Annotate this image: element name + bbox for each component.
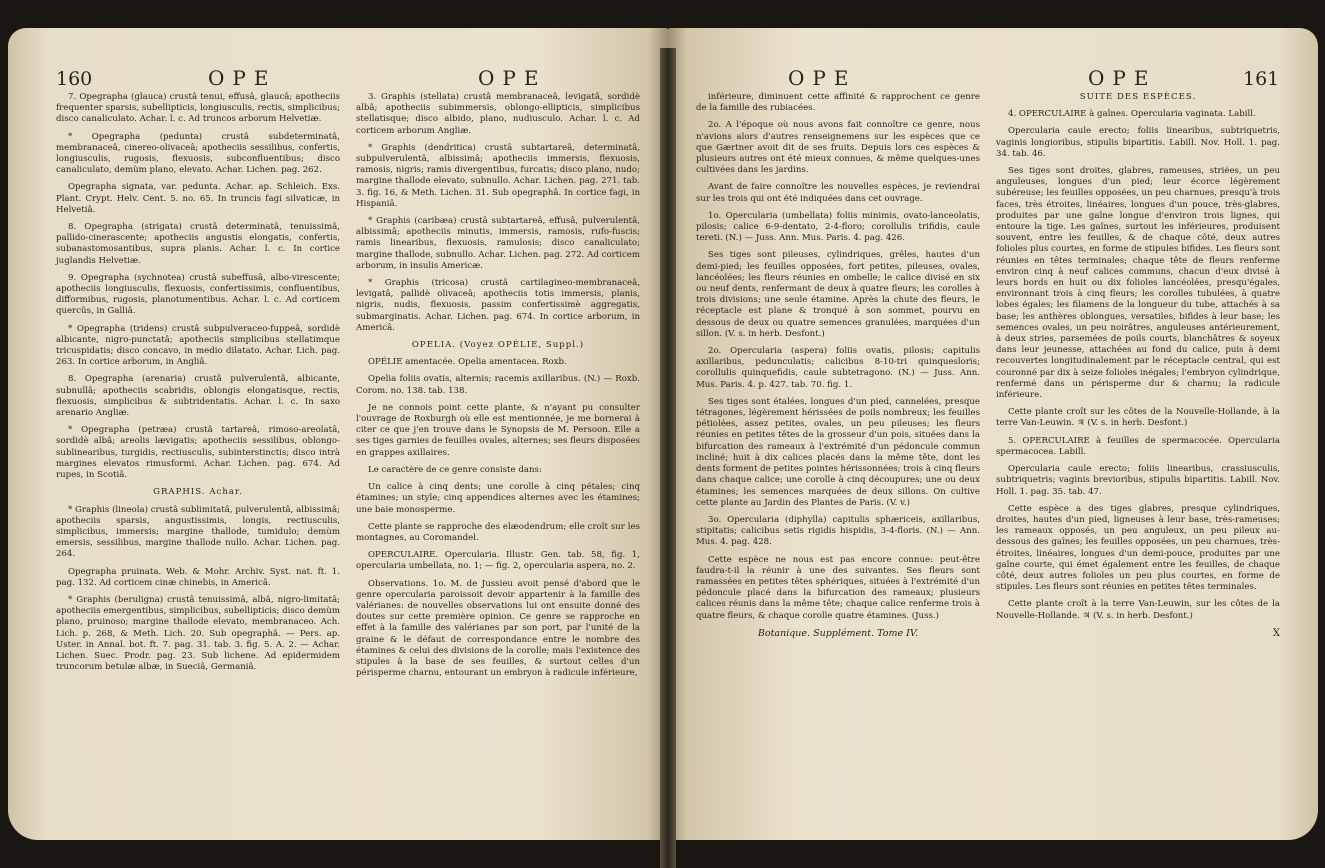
running-head-left-2: OPE — [478, 66, 547, 90]
paragraph: Cette plante se rapproche des elæodendrum; elle croît sur les montagnes, au Coromandel. — [356, 521, 640, 543]
paragraph: * Graphis (caribæa) crustâ subtartareâ, effusâ, pulverulentâ, albissimâ; apotheciis minutis, immersis, ramosis, rufo-fuscis; ramis linearibus, flexuosis, ramulosis; disco canaliculato; margine thallode, subnullo. Achar. Lichen. pag. 272. Ad corticem arborum, in insulis Americæ. — [356, 216, 640, 271]
right-column-2 — [996, 92, 1280, 639]
paragraph: 2o. A l'époque où nous avons fait connoître ce genre, nous n'avions alors d'autres renseignemens sur les espèces que ce que Gærtner avoit dit de ses fruits. Depuis lors ces espèces & plusieurs autres ont été mieux connues, & même quelques-unes cultivées dans les jardins. — [696, 120, 980, 176]
paragraph: OPELIA. (Voyez OPÉLIE, Suppl.) — [411, 340, 585, 351]
left-column-2 — [356, 92, 640, 685]
paragraph: GRAPHIS. Achar. — [153, 487, 243, 498]
paragraph: Opegrapha pruinata. Web. & Mohr. Archiv. Syst. nat. ft. 1. pag. 132. Ad corticem cinæ chinebis, in Americâ. — [56, 566, 340, 588]
left-column-1 — [56, 92, 340, 685]
paragraph: Opelia foliis ovatis, alternis; racemis axillaribus. (N.) — Roxb. Corom. no. 138. tab. 138. — [356, 374, 640, 396]
paragraph: 4. OPERCULAIRE à gaînes. Opercularia vaginata. Labill. — [1008, 109, 1256, 120]
paragraph: Je ne connois point cette plante, & n'ayant pu consulter l'ouvrage de Roxburgh où elle est mentionnée, je me bornerai à citer ce que j'en trouve dans le Synopsis de M. Persoon. Elle a ses tiges garnies de feuilles ovales, alternes; ses fleurs disposées en grappes axillaires. — [356, 402, 641, 458]
paragraph: * Opegrapha (petræa) crustâ tartareâ, rimoso-areolatâ, sordidè albâ; areolis lævigatis; apotheciis sessilibus, oblongo-sublinearibus, turgidis, rectiusculis, subinterstinctis; disco intrà margines elevatos rimusformi. Achar. Lichen. pag. 674. Ad rupes, in Scotiâ. — [56, 425, 340, 481]
paragraph: Un calice à cinq dents; une corolle à cinq pétales; cinq étamines; un style; cinq appendices alternes avec les étamines; une baie monosperme. — [356, 482, 640, 515]
paragraph: Ses tiges sont droites, glabres, rameuses, striées, un peu anguleuses, longues d'un pied; leur écorce légèrement subéreuse; les feuilles opposées, un peu charnues, presqu'à trois faces, très étroites, linéaires, longues d'un pouce, très-glabres, produites par une gaîne longue d'environ trois lignes, qui entoure la tige. Les gaînes, surtout les inférieures, produisent souvent, entre les feuilles, & de chaque côté, deux autres folioles plus courtes, en forme de stipules bifides. Les fleurs sont réunies en têtes terminales; chaque tête de fleurs renferme environ cinq à neuf calices communs, chacun d'eux divisé à leurs bords en huit ou dix folioles lancéolées, presqu'égales, environnant trois à cinq fleurs; les corolles tubulées, à quatre lobes égales; les filamens de la longueur du tube, attachés à sa base; les anthères oblongues, versatiles, bifides à leur base; les semences ovales, un peu noirâtres, anguleuses antérieurement, à deux stries, parsemées de poils courts, blanchâtres & soyeux dans leur jeunesse, attachées au fond du calice, puis à demi recouvertes longitudinalement par le réceptacle central, qui est couronné par dix à seize folioles inégales; l'embryon cylindrique, renfermé dans un périsperme dur & charnu; la radicule inférieure. — [996, 166, 1280, 401]
left-columns — [56, 92, 640, 685]
paragraph: * Graphis (lineola) crustâ sublimitatâ, pulverulentâ, albissimâ; apotheciis sparsis, angustissimis, longis, rectiusculis, simplicibus, immersis; margine thallode, tumidulo; demùm emersis, sessilibus, margine thallode nullo. Achar. Lichen. pag. 264. — [56, 504, 340, 560]
paragraph: OPÉLIE amentacée. Opelia amentacea. Roxb. — [368, 357, 567, 368]
paragraph: Le caractère de ce genre consiste dans: — [368, 464, 542, 475]
paragraph: Ses tiges sont étalées, longues d'un pied, cannelées, presque tétragones, légèrement hérissées de poils nombreux; les feuilles pétiolées, assez petites, ovales, un peu pileuses; les fleurs réunies en petites têtes de la grosseur d'un pois, situées dans la bifurcation des rameaux à l'extrémité d'un pédoncule commun incliné; huit à dix calices placés dans la même tête, dont les dents forment de petites pointes hérissonnées; trois à cinq fleurs dans chaque calice; une corolle à cinq découpures; une ou deux étamines; les semences marquées de deux sillons. On cultive cette plante au Jardin des Plantes de Paris. (V. v.) — [696, 396, 980, 508]
paragraph: * Opegrapha (pedunta) crustâ subdeterminatâ, membranaceâ, cinereo-olivaceâ; apotheciis sessilibus, confertis, longiusculis, rugosis, flexuosis, subconfluentibus; disco canaliculato, demùm plano, elevato. Achar. Lichen. pag. 262. — [56, 131, 340, 176]
paragraph: Cette espèce ne nous est pas encore connue: peut-être faudra-t-il la réunir à une des suivantes. Ses fleurs sont ramassées en petites têtes sphériques, situées à l'extrémité d'un pédoncule placé dans la bifurcation des rameaux; plusieurs calices réunis dans la même tête; chaque calice renferme trois à quatre fleurs, & chaque corolle quatre étamines. (Juss.) — [696, 554, 980, 621]
paragraph: 7. Opegrapha (glauca) crustâ tenui, effusâ, glaucâ; apotheciis frequenter sparsis, subellipticis, longiusculis, rectis, simplicibus; disco canaliculato. Achar. l. c. Ad truncos arborum Helvetiæ. — [56, 92, 340, 125]
paragraph: Cette espèce a des tiges glabres, presque cylindriques, droites, hautes d'un pied, ligneuses à leur base, très-rameuses; les rameaux opposés, un peu anguleux, un peu pileux au-dessous des gaînes; les feuilles opposées, un peu charnues, très-étroites, linéaires, longues d'un demi-pouce, produites par une gaîne courte, qui émet également entre les feuilles, de chaque côté, deux autres folioles un peu plus courtes, en forme de stipules. Les fleurs sont réunies en petites têtes terminales. — [996, 503, 1280, 593]
paragraph: Opercularia caule erecto; foliis linearibus, crassiusculis, subtriquetris; vaginis brevioribus, stipulis bipartitis. Labill. Nov. Holl. 1. pag. 35. tab. 47. — [996, 464, 1280, 497]
paragraph: 9. Opegrapha (sychnotea) crustâ subeffusâ, albo-virescente; apotheciis longiusculis, flexuosis, confertissimis, confluentibus, difformibus, rugosis, planotumentibus. Achar. l. c. Ad corticem quercûs, in Galliâ. — [56, 272, 340, 317]
paragraph: Ses tiges sont pileuses, cylindriques, grêles, hautes d'un demi-pied; les feuilles opposées, fort petites, pileuses, ovales, lancéolées; les fleurs réunies en ombelle; le calice divisé en six ou neuf dents, renfermant de deux à quatre fleurs; les corolles à trois divisions; une seule étamine. Après la chute des fleurs, le réceptacle est plane & tronqué à son sommet, pourvu en dessous de deux ou quatre semences granulées, marquées d'un sillon. (V. s. in herb. Desfont.) — [696, 250, 980, 339]
paragraph: inférieure, diminuent cette affinité & rapprochent ce genre de la famille des rubiacées. — [696, 92, 980, 114]
paragraph: Opegrapha signata, var. pedunta. Achar. ap. Schleich. Exs. Plant. Crypt. Helv. Cent. 5. no. 65. In truncis fagi silvaticæ, in Helvetiâ. — [56, 182, 340, 215]
running-head-right-1: OPE — [788, 66, 857, 90]
paragraph: * Opegrapha (tridens) crustâ subpulveraceo-fuppeâ, sordidè albicante, nigro-punctatâ; apotheciis simplicibus stellatimque tricuspidatis; disco concavo, in medio dilatato. Achar. Lich. pag. 263. In cortice arborum, in Angliâ. — [56, 323, 340, 368]
right-column-1 — [696, 92, 980, 639]
right-page — [668, 28, 1318, 840]
running-head-right-2: OPE — [1088, 66, 1157, 90]
paragraph: * Graphis (tricosa) crustâ cartilagineo-membranaceâ, levigatâ, pallidè olivaceâ; apotheciis totis immersis, planis, nigris, nudis, flexuosis, passim confertissimè aggregatis, submarginatis. Achar. Lichen. pag. 674. In cortice arborum, in Americâ. — [356, 278, 640, 333]
page-footer: Botanique. Supplément. Tome IV. — [757, 627, 919, 639]
open-book — [8, 28, 1318, 840]
paragraph: 5. OPERCULAIRE à feuilles de spermacocée. Opercularia spermacocea. Labill. — [996, 435, 1280, 457]
paragraph: Observations. 1o. M. de Jussieu avoit pensé d'abord que le genre opercularia paroissoit devoir appartenir à la famille des valérianes: de nouvelles observations lui ont ensuite donné des doutes sur cette première opinion. Ce genre se rapproche en effet à la famille des valérianes par son port, par l'unité de la graine & le défaut de correspondance entre le nombre des étamines & celui des divisions de la corolle; mais l'existence des stipules à la base de ses feuilles, & surtout celles d'un périsperme charnu, entourant un embryon à radicule inférieure, — [356, 578, 640, 679]
right-columns — [696, 92, 1280, 639]
paragraph: * Graphis (beruligna) crustâ tenuissimâ, albâ, nigro-limitatâ; apotheciis emergentibus, simplicibus, subellipticis; disco demùm plano, pruinoso; margine thallode elevato, membranaceo. Ach. Lich. p. 268, & Meth. Lich. 20. Sub opegraphâ. — Pers. ap. Uster. in Annal. bot. ft. 7. pag. 31. tab. 3. fig. 5. A. 2. — Achar. Lichen. Suec. Prodr. pag. 23. Sub lichene. Ad epidermidem truncorum betulæ albæ, in Sueciâ, Germaniâ. — [56, 594, 340, 673]
paragraph: 3o. Opercularia (diphylla) capitulis sphæriceis, axillaribus, stipitatis; calicibus setis rigidis hispidis, 3-4-floris. (N.) — Ann. Mus. 4. pag. 428. — [696, 514, 980, 548]
paragraph: Avant de faire connoître les nouvelles espèces, je reviendrai sur les trois qui ont été indiquées dans cet ouvrage. — [696, 182, 980, 204]
signature-mark: X — [1272, 627, 1280, 639]
paragraph: Cette plante croît sur les côtes de la Nouvelle-Hollande, à la terre Van-Leuwin. ♃ (V. s. in herb. Desfont.) — [996, 407, 1280, 429]
paragraph: 8. Opegrapha (strigata) crustâ determinatâ, tenuissimâ, pallido-cinerascente; apotheciis angustis elongatis, confertis, subanastomosantibus, supra planis. Achar. l. c. In cortice juglandis Helvetiæ. — [56, 222, 340, 266]
left-page — [8, 28, 668, 840]
page-number-left: 160 — [56, 68, 93, 90]
paragraph: SUITE DES ESPÈCES. — [1079, 92, 1197, 102]
paragraph: Cette plante croît à la terre Van-Leuwin, sur les côtes de la Nouvelle-Hollande. ♃ (V. s. in herb. Desfont.) — [996, 599, 1280, 621]
page-number-right: 161 — [1243, 68, 1280, 90]
paragraph: OPERCULAIRE. Opercularia. Illustr. Gen. tab. 58, fig. 1, opercularia umbellata, no. 1; — fig. 2, opercularia aspera, no. 2. — [356, 550, 640, 572]
paragraph: 1o. Opercularia (umbellata) foliis minimis, ovato-lanceolatis, pilosis; calice 6-9-dentato, 2-4-floro; corollulis trifidis, caule tereti. (N.) — Juss. Ann. Mus. Paris. 4. pag. 426. — [696, 210, 980, 244]
paragraph: 3. Graphis (stellata) crustâ membranaceâ, levigatâ, sordidè albâ; apotheciis subimmersis, oblongo-ellipticis, simplicibus stellatisque; disco albido, plano, nudiusculo. Achar. l. c. Ad corticem arborum Angliæ. — [356, 92, 640, 136]
paragraph: Opercularia caule erecto; foliis linearibus, subtriquetris, vaginis longioribus, stipulis bipartitis. Labill. Nov. Holl. 1. pag. 34. tab. 46. — [996, 126, 1280, 159]
paragraph: 2o. Opercularia (aspera) foliis ovatis, pilosis; capitulis axillaribus, pedunculatis; calicibus 8-10-tri quinquesloris; corollulis quinquefidis, caule subtetragono. (N.) — Juss. Ann. Mus. Paris. 4. p. 427. tab. 70. fig. 1. — [696, 346, 980, 390]
book-gutter — [660, 48, 676, 868]
running-head-left-1: OPE — [208, 66, 277, 90]
paragraph: * Graphis (dendritica) crustâ subtartareâ, determinatâ, subpulverulentâ, albissimâ; apotheciis immersis, flexuosis, ramosis, nigris; ramis divergentibus, furcatis; disco plano, nudo; margine thallode elevato, subnullo. Achar. Lichen. pag. 271. tab. 3. fig. 16, & Meth. Lichen. 31. Sub opegraphâ. In cortice fagi, in Hispaniâ. — [356, 142, 640, 209]
paragraph: 8. Opegrapha (arenaria) crustâ pulverulentâ, albicante, subnullâ; apotheciis scabridis, oblongis elongatisque, rectis, flexuosis, simplicibus & subtridentatis. Achar. l. c. In saxo arenario Angliæ. — [56, 374, 340, 419]
